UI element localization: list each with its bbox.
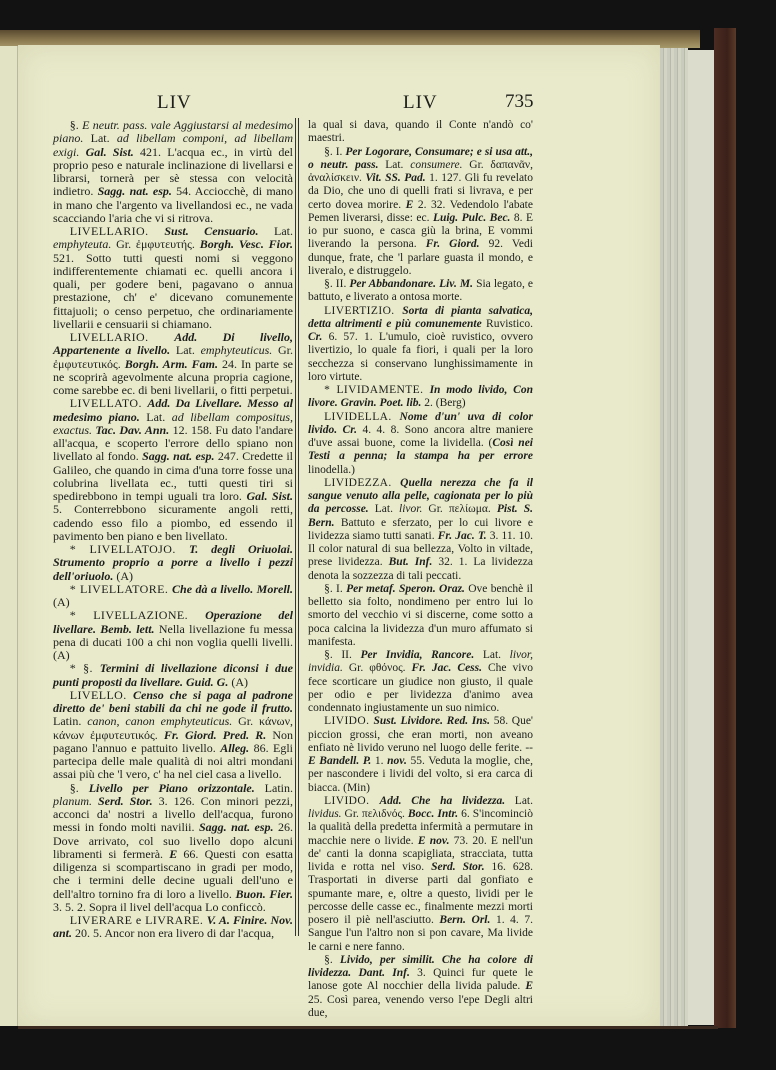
entry-text: §. I.	[324, 145, 346, 158]
entry-text: Che vivo fece scorticare un giudice non giusto, il quale per odio e per lividezza d'animo avea condennato ingiustamente un suo nimico.	[308, 662, 533, 714]
entry-text: linodella.)	[308, 463, 355, 476]
definition-citation: Censo che si paga al padrone diretto de' beni stabili da chi ne gode il frutto.	[53, 687, 294, 715]
entry-text: Sia legato, e battuto, e liverato a ontosa morte.	[308, 278, 533, 304]
entry-text: la qual si dava, quando il Conte n'andò co' maestri.	[308, 119, 533, 145]
definition-citation: Sagg. nat. esp.	[198, 820, 274, 835]
right-column	[308, 119, 533, 1020]
definition-citation: Per metaf. Speron. Oraz.	[346, 582, 465, 595]
entry-text: §. II.	[324, 649, 361, 661]
entry-text: Lat.	[368, 503, 400, 516]
definition-citation: Cr.	[308, 331, 323, 343]
definition-citation: Per Abbandonare. Liv. M.	[349, 278, 474, 290]
entry-text: §.	[69, 780, 89, 795]
entry-text: Lat.	[474, 649, 510, 661]
entry-text: (A)	[53, 595, 70, 609]
dictionary-entry	[308, 146, 533, 279]
entry-text: 73. 20. E nell'un de' canti la donna scapigliata, stracciata, tutta livida e rotta nel viso.	[308, 834, 533, 873]
entry-text: 3. 126. Con minori pezzi, acconci da' nostri a livello dell'acqua, furono messi in fondo molti navilii.	[53, 793, 293, 835]
book-bottom-edge	[18, 1026, 718, 1029]
definition-citation: Luig. Pulc. Bec.	[432, 211, 511, 224]
definition-citation: Tac. Dav. Ann.	[95, 422, 170, 437]
entry-text: Latin.	[53, 714, 88, 729]
definition-citation: Add. Che ha lividezza.	[379, 794, 506, 807]
entry-text: 1. 4. 7. Sangue l'un l'altro non si pon cavare, Ma livide le carni e nere fanno.	[308, 914, 534, 953]
entry-text: Lat.	[258, 224, 293, 238]
entry-text: 32. 1. La lividezza denota la sozzezza di tali peccati.	[308, 556, 533, 582]
latin-term: consumere.	[410, 158, 463, 171]
latin-term: canon, canon emphyteuticus.	[87, 714, 233, 729]
entry-text: 5. Conterrebbono sicuramente angoli retti, cadendo esso filo a piombo, ed essendo il pavimento ben piano e ben livellato.	[53, 502, 293, 543]
definition-citation: Alleg.	[220, 740, 250, 755]
definition-citation: Per Invidia, Rancore.	[360, 649, 475, 661]
entry-text: Gr. δαπανᾶν, ἀναλίσκειν.	[308, 158, 534, 184]
dictionary-entry	[308, 795, 533, 954]
definition-citation: Add. Da Livellare. Messo al medesimo piano.	[53, 396, 293, 424]
definition-citation: Livello per Piano orizzontale.	[88, 780, 255, 795]
definition-citation: Termini di livellazione diconsi i due punti proposti da livellare. Guid. G.	[53, 661, 294, 689]
headword: LIVELLO.	[69, 687, 134, 702]
entry-text: §.	[69, 118, 83, 132]
entry-text: (A)	[228, 674, 249, 689]
entry-text: Lat.	[139, 409, 172, 424]
definition-citation: Fr. Jac. T.	[437, 529, 487, 542]
dictionary-entry	[308, 411, 533, 477]
headword: LIVIDO.	[324, 715, 374, 728]
entry-text: 6. 57. 1. L'umulo, cioè ruvistico, ovvero livertizio, lo quale fa fiori, i quali per la loro secchezza si conservano lunghissimamente in loro virtute.	[308, 331, 533, 383]
entry-text: Lat.	[505, 794, 533, 807]
definition-citation: But. Inf.	[388, 556, 433, 569]
dictionary-entry	[53, 119, 293, 225]
definition-citation: Per Logorare, Consumare; e si usa att., o neutr. pass.	[308, 145, 533, 171]
headword: LIVELLATO.	[69, 396, 148, 411]
definition-citation: Fr. Jac. Cess.	[411, 662, 482, 675]
definition-citation: Sorta di pianta salvatica, detta altrimenti e più comunemente	[308, 304, 533, 330]
entry-text: 12. 158. Fu dato l'andare all'acqua, e scoperto l'errore dello spiano non livellato al fondo.	[53, 422, 293, 464]
headword: LIVIDEZZA.	[324, 476, 401, 489]
dictionary-entry	[308, 477, 533, 583]
column-rule	[295, 118, 299, 936]
definition-citation: Livido, per similit. Che ha colore di lividezza. Dant. Inf.	[308, 953, 534, 979]
definition-citation: E	[405, 198, 414, 211]
entry-text: 20. 5. Ancor non era livero di dar l'acqua,	[72, 926, 275, 941]
latin-term: planum.	[53, 793, 98, 808]
headword: * LIVELLAZIONE.	[69, 608, 206, 623]
entry-text: 54. Acciocchè, di mano in mano che l'argento va livellandosi ec., ne vada scacciando l'aria che vi si ritrova.	[53, 184, 294, 225]
entry-text: Ove benchè il belletto sia folto, nondimeno per entro lui lo smorto del vecchio vi si discerne, come sotto a poca calcina la lividezza d'un muro affumato si manifesta.	[308, 582, 533, 648]
headword: * LIVELLATOJO.	[69, 542, 189, 556]
page-stack-edges	[660, 48, 688, 1026]
definition-citation: Sagg. nat. esp.	[97, 184, 172, 199]
entry-text: 58. Que' piccion grossi, che eran morti, non aveano enfiato nè livido veruno nel luogo delle ferite. --	[308, 715, 533, 754]
definition-citation: nov.	[387, 755, 407, 767]
latin-term: ad libellam compositus, exactus.	[53, 409, 293, 437]
latin-term: livor, invidia.	[308, 649, 533, 675]
headword: LIVELLARIO.	[69, 224, 165, 238]
entry-text: 247. Credette il Galileo, che quando in cima d'una torre fosse una colubrina livellata ec., tutti questi tiri si spedirebbono in tempi uguali tra loro.	[53, 449, 293, 503]
definition-citation: Vit. SS. Pad.	[365, 172, 426, 184]
definition-citation: Serd. Stor.	[431, 861, 485, 873]
headword: LIVELLARIO.	[69, 330, 175, 344]
definition-citation: Gal. Sist.	[85, 144, 134, 159]
definition-citation: Sust. Lividore. Red. Ins.	[373, 715, 490, 728]
dictionary-entry	[308, 954, 533, 1020]
entry-text: Gr. κάνων, κάνων ἐμφυτευτικός.	[53, 714, 294, 742]
entry-text: 3. Quinci fur quete le lanose gote Al nocchier della livida palude.	[308, 967, 533, 993]
definition-citation: Gal. Sist.	[246, 489, 294, 503]
entry-text: 6. S'incominciò la qualità della predetta infermità a permutare in macchie nere o livide.	[308, 808, 533, 847]
dictionary-entry	[53, 609, 293, 662]
entry-text: 521. Sotto tutti questi nomi si veggono indifferentemente chiamati ec. quelli ancora i quali, per godere beni, pagavano o annua prestazione, ch' e' dicevano comunemente fittajuoli; o censo perpetuo, che ordinariamente livellarii e censuarii si chiamano.	[53, 250, 293, 331]
entry-text: §. II.	[324, 278, 350, 290]
entry-text: 66. Questi con esatta diligenza si scompartiscano in gradi per modo, che i termini delle decine uguali dell'uno e dell'altro tornino fra di loro a livello.	[53, 846, 293, 901]
entry-text: 24. In parte se ne scoprirà agevolmente alcuna propria cagione, come sarebbe ec. di beni livellarii, o fitti perpetui.	[53, 356, 293, 397]
entry-text: 25. Così parea, venendo verso l'epe Degli altri due,	[308, 993, 533, 1019]
entry-text: 2. (Berg)	[421, 397, 466, 410]
running-header-left: LIV	[157, 92, 192, 113]
headword: * LIVIDAMENTE.	[324, 384, 430, 396]
entry-text: Gr. πελιδνός.	[341, 808, 408, 820]
entry-text: Lat.	[378, 158, 411, 171]
definition-citation: E	[525, 980, 533, 993]
dictionary-entry	[53, 689, 293, 782]
endpaper	[688, 50, 714, 1025]
definition-citation: Borgh. Arm. Fam.	[124, 356, 218, 371]
definition-citation: E Bandell. P.	[308, 755, 372, 767]
definition-citation: Operazione del livellare. Bemb. lett.	[53, 608, 293, 636]
definition-citation: Sust. Censuario.	[164, 224, 259, 238]
definition-citation: Borgh. Vesc. Fior.	[199, 237, 293, 252]
dictionary-entry	[53, 914, 293, 941]
definition-citation: V. A. Finire. Nov. ant.	[53, 913, 293, 941]
entry-text: 421. L'acqua ec., in virtù del proprio peso e naturale inclinazione di livellarsi e librarsi, tornerà per sè stessa con velocità indietro.	[53, 144, 293, 199]
entry-text: §.	[324, 953, 340, 966]
entry-text: Non pagano l'annuo e pattuito livello.	[53, 727, 293, 755]
entry-text: Battuto e sferzato, per lo cui livore e lividezza siamo tutti sanati.	[308, 516, 533, 542]
entry-text: (A)	[113, 568, 134, 583]
entry-text: 1.	[371, 755, 388, 767]
entry-text: 26. Dove arrivato, col suo livello dopo alcuni libramenti si fermerà.	[53, 820, 293, 861]
dictionary-entry	[308, 305, 533, 385]
entry-text: Gr. πελίωμα.	[422, 503, 497, 516]
entry-text: 86. Egli partecipa delle male qualità di noi altri mondani assai più che 'l vero, c' ha nel ciel casa a livello.	[53, 740, 294, 782]
definition-citation: Pist. S. Bern.	[308, 503, 533, 529]
entry-text: Latin.	[254, 780, 293, 795]
page-number: 735	[505, 91, 534, 112]
headword: LIVERARE e LIVRARE.	[69, 913, 207, 927]
dictionary-entry	[53, 583, 293, 610]
latin-term: emphyteuticus.	[200, 343, 273, 358]
entry-text: Ruvistico.	[481, 317, 533, 330]
dictionary-entry	[53, 397, 293, 543]
definition-citation: Che dà a livello. Morell.	[172, 581, 293, 596]
definition-citation: In modo livido, Con livore. Gravin. Poet. lib.	[308, 384, 533, 410]
headword: LIVIDELLA.	[324, 410, 400, 423]
headword: LIVERTIZIO.	[324, 304, 403, 317]
dictionary-entry	[308, 119, 533, 146]
latin-term: E neutr. pass. vale Aggiustarsi al medesimo piano.	[53, 118, 294, 146]
definition-citation: Buon. Fier.	[235, 886, 293, 901]
definition-citation: Così nei Testi a penna; la stampa ha per errore	[308, 437, 533, 463]
previous-page-edge	[0, 46, 18, 1026]
entry-text: 55. Veduta la moglie, che, per nascondere i lividi del volto, si era carca di biacca. (Min)	[308, 755, 533, 794]
definition-citation: Bocc. Intr.	[407, 808, 459, 820]
headword: LIVIDO.	[324, 794, 380, 807]
entry-text: Lat.	[170, 343, 201, 358]
definition-citation: Fr. Giord. Pred. R.	[163, 727, 267, 742]
entry-text: Gr. ἐμφυτευτής.	[111, 237, 200, 252]
dictionary-entry	[308, 278, 533, 305]
latin-term: ad libellam componi, ad libellam exigi.	[53, 131, 294, 159]
definition-citation: Fr. Giord.	[425, 238, 480, 251]
dictionary-entry	[308, 715, 533, 795]
entry-text: 8. E io pur suono, e casca giù la brina, E vommi liverando la persona.	[308, 211, 533, 251]
running-header-right: LIV	[403, 92, 438, 113]
entry-text: 1. 127. Gli fu revelato da Dio, che uno di quelli frati si livrava, e per certo dovea morire.	[308, 172, 533, 211]
definition-citation: Nome d'un' uva di color livido. Cr.	[308, 410, 533, 436]
entry-text: 92. Vedi dunque, frate, che 'l parlare guasta il mondo, e liveralo, e distruggelo.	[308, 238, 533, 277]
definition-citation: Add. Di livello, Appartenente a livello.	[53, 330, 293, 358]
definition-citation: T. degli Oriuolai. Strumento proprio a porre a livello i pezzi dell'oriuolo.	[53, 542, 293, 583]
definition-citation: Bern. Orl.	[439, 914, 491, 926]
definition-citation: E nov.	[417, 834, 450, 847]
dictionary-entry	[308, 583, 533, 649]
entry-text: 4. 4. 8. Sono ancora altre maniere d'uve assai buone, come la lividella. (	[308, 423, 534, 449]
definition-citation: Serd. Stor.	[98, 793, 153, 808]
headword: * §.	[69, 661, 100, 676]
definition-citation: E	[169, 846, 178, 861]
dictionary-entry	[53, 543, 293, 583]
entry-text: 2. 32. Vedendolo l'abate Pemen liverarsi, disse: ec.	[308, 198, 533, 224]
dictionary-entry	[308, 384, 533, 411]
entry-text: §. I.	[324, 582, 347, 595]
latin-term: lividus.	[308, 808, 342, 820]
entry-text: Gr. φθόνος.	[342, 662, 412, 675]
dictionary-entry	[53, 331, 293, 397]
dictionary-entry	[308, 649, 533, 715]
latin-term: emphyteuta.	[53, 237, 112, 252]
entry-text: Lat.	[83, 131, 117, 146]
headword: * LIVELLATORE.	[69, 581, 173, 596]
dictionary-entry	[53, 782, 293, 915]
dictionary-entry	[53, 662, 293, 689]
latin-term: livor.	[399, 503, 423, 516]
left-column	[53, 119, 293, 941]
definition-citation: Sagg. nat. esp.	[142, 449, 215, 464]
leather-cover	[714, 28, 736, 1028]
dictionary-entry	[53, 225, 293, 331]
entry-text: 3. 5. 2. Sopra il livel dell'acqua Lo conficcò.	[53, 899, 266, 914]
entry-text: 3. 11. 10. Il color natural di sua bellezza, Volto in viltade, prese lividezza.	[308, 529, 533, 569]
definition-citation: Quella nerezza che fa il sangue venuto alla pelle, cagionata per lo più da percosse.	[308, 476, 533, 516]
entry-text: Gr. ἐμφυτευτικός.	[53, 343, 294, 371]
entry-text: Nella livellazione fu messa pena di ducati 100 a chi non voglia quelli livelli. (A)	[53, 621, 293, 662]
entry-text: 16. 628. Trasportati in diverse parti dal gonfiato e spumante mare, e, oltre a questo, lividi per le percosse delle casse ec., finalmente mezzi morti posero il piè nell'asciutto.	[308, 861, 533, 926]
